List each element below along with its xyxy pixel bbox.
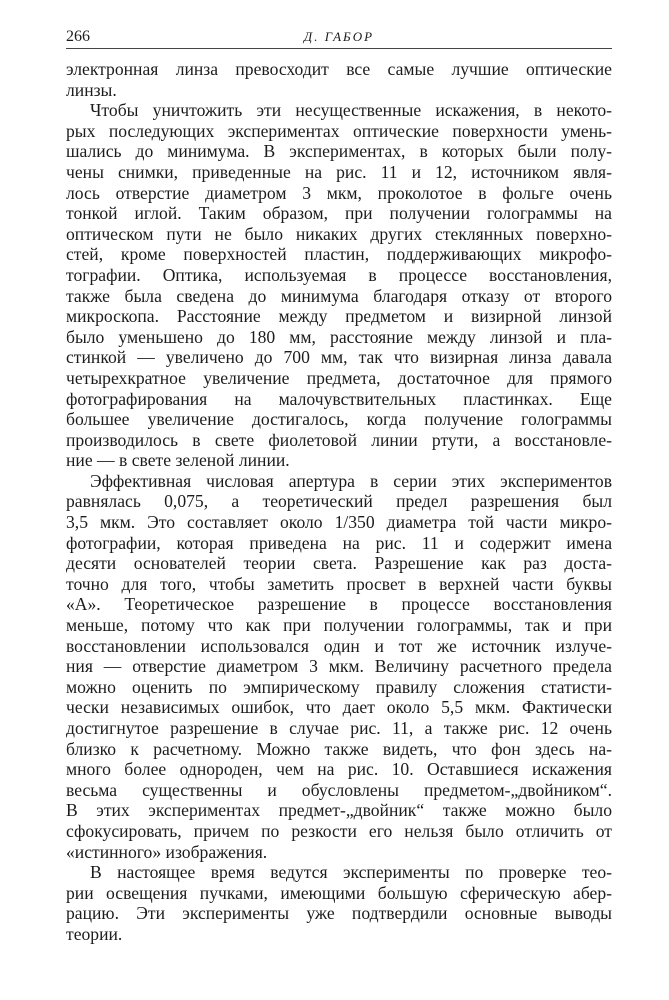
text-line: 3,5 мкм. Это составляет около 1/350 диаметра той части микро- — [66, 512, 612, 533]
text-line: стей, кроме поверхностей пластин, поддерживающих микрофо- — [66, 244, 612, 265]
text-line: чены снимки, приведенные на рис. 11 и 12, источником явля- — [66, 161, 612, 182]
text-line: большее увеличение достигалось, когда получение голограммы — [66, 409, 612, 430]
text-line: равнялась 0,075, а теоретический предел разрешения был — [66, 491, 612, 512]
text-line: В этих экспериментах предмет-„двойник“ также можно было — [66, 800, 612, 821]
text-line: много более однороден, чем на рис. 10. Оставшиеся искажения — [66, 759, 612, 780]
text-line: микроскопа. Расстояние между предметом и визирной линзой — [66, 306, 612, 327]
text-line: точно для того, чтобы заметить просвет в верхней части буквы — [66, 573, 612, 594]
text-line: ние — в свете зеленой линии. — [66, 450, 290, 471]
text-line: тонкой иглой. Таким образом, при получении голограммы на — [66, 203, 612, 224]
paragraph-1 — [66, 59, 612, 100]
text-line: электронная линза превосходит все самые лучшие оптические — [66, 59, 612, 79]
text-line: шались до минимума. В экспериментах, в которых были полу- — [66, 141, 612, 162]
text-line: оптическом пути не было никаких других стеклянных поверхно- — [66, 223, 612, 244]
text-line: меньше, потому что как при получении голограммы, так и при — [66, 615, 612, 636]
text-line: тографии. Оптика, используемая в процессе восстановления, — [66, 264, 612, 285]
book-page — [66, 26, 612, 945]
text-line: также была сведена до минимума благодаря отказу от второго — [66, 285, 612, 306]
text-line: можно оценить по эмпирическому правилу сложения статисти- — [66, 676, 612, 697]
text-line: «истинного» изображения. — [66, 841, 268, 862]
text-line: производилось в свете фиолетовой линии ртути, а восстановле- — [66, 429, 612, 450]
text-line: достигнутое разрешение в случае рис. 11, а также рис. 12 очень — [66, 718, 612, 738]
text-line: восстановлении использовался один и тот же источник излуче- — [66, 635, 612, 656]
text-line: близко к расчетному. Можно также видеть, что фон здесь на- — [66, 738, 612, 759]
text-line: «А». Теоретическое разрешение в процессе восстановления — [66, 594, 612, 615]
text-line: было уменьшено до 180 мм, расстояние между линзой и пла- — [66, 326, 612, 347]
text-line: Чтобы уничтожить эти несущественные искажения, в некото- — [90, 100, 612, 121]
text-line: линзы. — [66, 79, 117, 100]
text-line: сфокусировать, причем по резкости его нельзя было отличить от — [66, 820, 612, 841]
text-line: лось отверстие диаметром 3 мкм, проколотое в фольге очень — [66, 182, 612, 203]
paragraph-2 — [66, 100, 612, 471]
text-line: рацию. Эти эксперименты уже подтвердили основные выводы — [66, 903, 612, 924]
text-line: В настоящее время ведутся эксперименты по проверке тео- — [90, 862, 612, 883]
text-line: фотографии, которая приведена на рис. 11 и содержит имена — [66, 532, 612, 553]
page-header — [66, 26, 612, 49]
text-line: весьма существенны и обусловлены предметом-„двойником“. — [66, 779, 612, 800]
text-line: ния — отверстие диаметром 3 мкм. Величину расчетного предела — [66, 656, 612, 677]
text-line: теории. — [66, 923, 123, 944]
text-line: десяти основателей теории света. Разрешение как раз доста- — [66, 553, 612, 574]
text-line: Эффективная числовая апертура в серии этих экспериментов — [90, 470, 612, 491]
body-text — [66, 59, 612, 945]
text-line: четырехкратное увеличение предмета, достаточное для прямого — [66, 367, 612, 388]
paragraph-4 — [66, 862, 612, 944]
text-line: стинкой — увеличено до 700 мм, так что визирная линза давала — [66, 347, 612, 368]
text-line: фотографирования на малочувствительных пластинках. Еще — [66, 388, 612, 409]
page-number: 266 — [66, 28, 90, 45]
running-title: Д. ГАБОР — [303, 29, 375, 44]
text-line: рых последующих экспериментах оптические поверхности умень- — [66, 120, 612, 141]
text-line: чески независимых ошибок, что дает около 5,5 мкм. Фактически — [66, 697, 612, 718]
paragraph-3 — [66, 471, 612, 862]
text-line: рии освещения пучками, имеющими большую сферическую абер- — [66, 882, 612, 903]
